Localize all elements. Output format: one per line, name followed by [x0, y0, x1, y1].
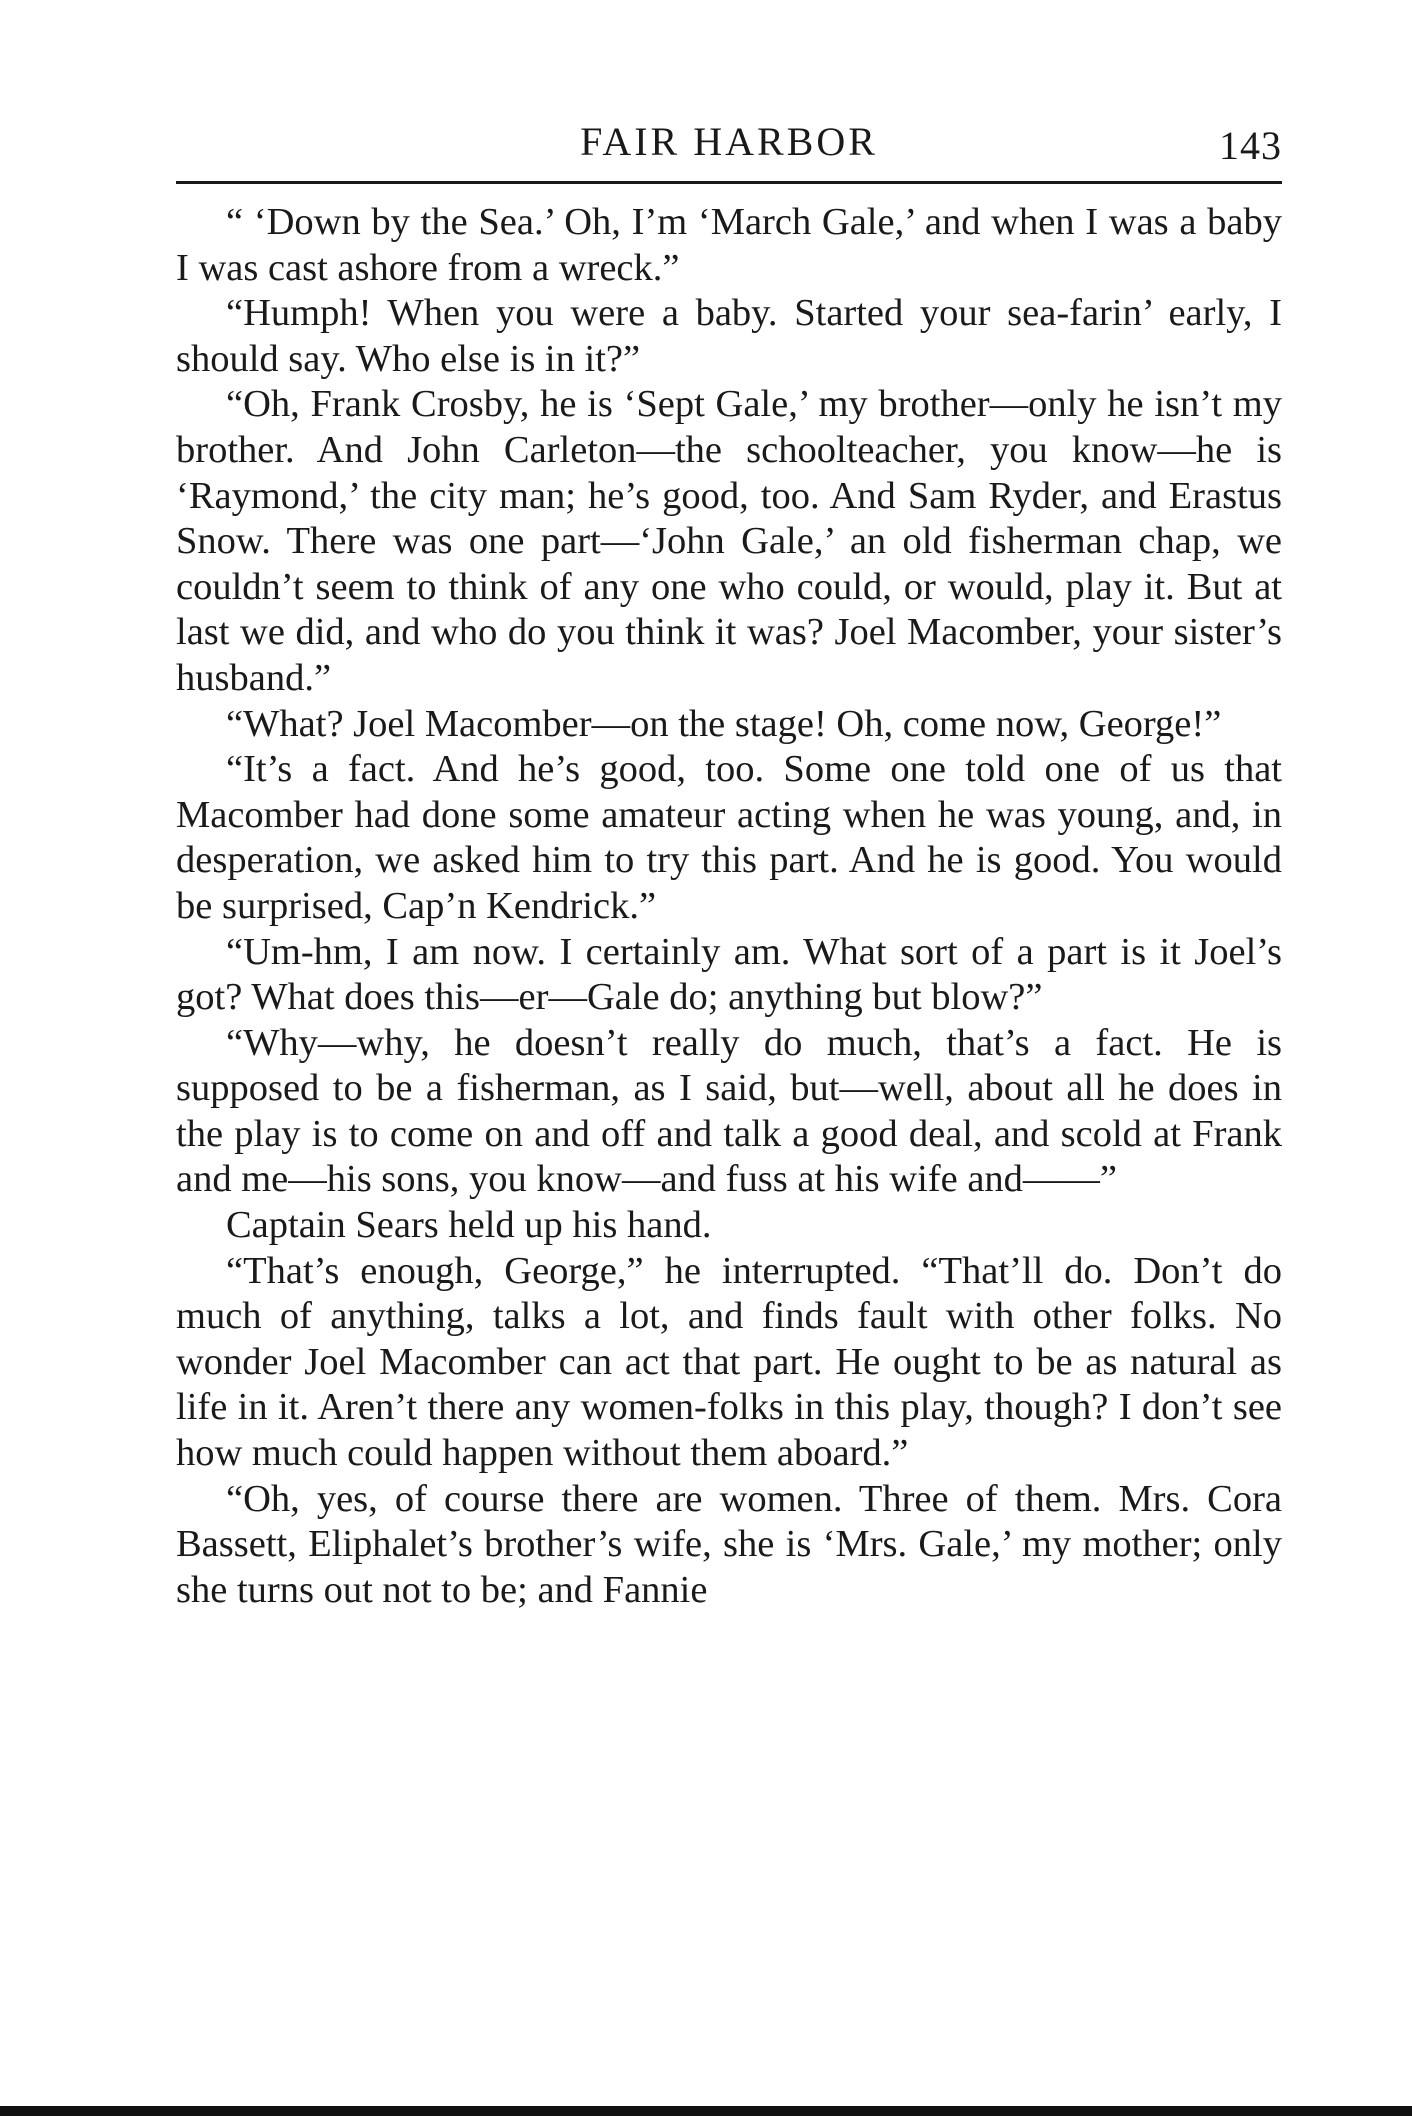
scan-bottom-edge — [0, 2106, 1412, 2116]
paragraph: Captain Sears held up his hand. — [226, 1204, 712, 1247]
paragraph: “Um-hm, I am now. I certainly am. What sort of a part is it Joel’s got? What does this—er—Gale do; anything but blow?” — [176, 930, 1282, 1019]
page-number: 143 — [1219, 123, 1282, 168]
page-header — [176, 118, 1282, 174]
paragraph: “Oh, yes, of course there are women. Three of them. Mrs. Cora Bassett, Eliphalet’s brother’s wife, she is ‘Mrs. Gale,’ my mother; only she turns out not to be; and Fannie — [176, 1477, 1282, 1611]
paragraph: “That’s enough, George,” he interrupted. “That’ll do. Don’t do much of anything, talks a lot, and finds fault with other folks. No wonder Joel Macomber can act that part. He ought to be as natural as life in it. Aren’t there any women-folks in this play, though? I don’t see how much could happen without them aboard.” — [176, 1249, 1282, 1475]
running-title: FAIR HARBOR — [580, 119, 878, 164]
body-text — [176, 200, 1282, 1613]
paragraph: “Humph! When you were a baby. Started your sea-farin’ early, I should say. Who else is in it?” — [176, 292, 1282, 380]
paragraph: “It’s a fact. And he’s good, too. Some one told one of us that Macomber had done some amateur acting when he was young, and, in desperation, we asked him to try this part. And he is good. You would be surprised, Cap’n Kendrick.” — [176, 748, 1282, 927]
paragraph: “What? Joel Macomber—on the stage! Oh, come now, George!” — [226, 702, 1222, 745]
paragraph: “ ‘Down by the Sea.’ Oh, I’m ‘March Gale,’ and when I was a baby I was cast ashore from a wreck.” — [176, 201, 1282, 289]
header-rule — [176, 181, 1282, 184]
paragraph: “Why—why, he doesn’t really do much, that’s a fact. He is supposed to be a fisherman, as I said, but—well, about all he does in the play is to come on and off and talk a good deal, and scold at Frank and me—his sons, you know—and fuss at his wife and——” — [176, 1021, 1282, 1201]
paragraph: “Oh, Frank Crosby, he is ‘Sept Gale,’ my brother—only he isn’t my brother. And John Carleton—the schoolteacher, you know—he is ‘Raymond,’ the city man; he’s good, too. And Sam Ryder, and Erastus Snow. There was one part—‘John Gale,’ an old fisherman chap, we couldn’t seem to think of any one who could, or would, play it. But at last we did, and who do you think it was? Joel Macomber, your sister’s husband.” — [176, 383, 1282, 699]
